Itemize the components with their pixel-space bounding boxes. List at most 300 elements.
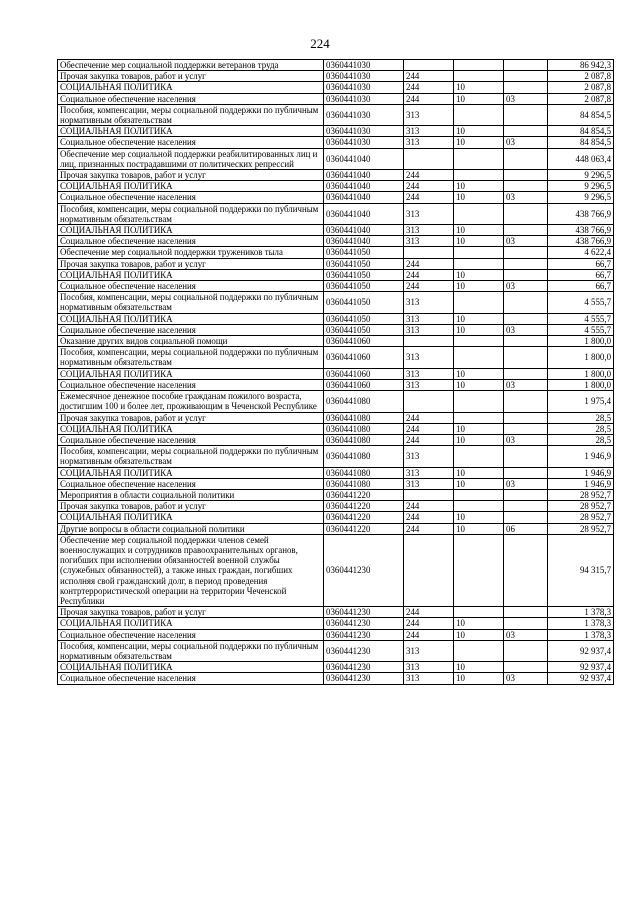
table-row [58, 236, 614, 247]
amount-cell: 9 296,5 [548, 170, 614, 181]
budget-table [57, 59, 614, 685]
target-article-cell: 0360441060 [324, 368, 404, 379]
amount-cell: 28,5 [548, 423, 614, 434]
section-cell: 10 [454, 192, 504, 203]
expense-type-cell: 313 [404, 446, 454, 467]
section-cell: 10 [454, 512, 504, 523]
item-name-cell: СОЦИАЛЬНАЯ ПОЛИТИКА [58, 225, 324, 236]
section-cell [454, 247, 504, 258]
amount-cell: 1 378,3 [548, 607, 614, 618]
subsection-cell [504, 336, 548, 347]
target-article-cell: 0360441040 [324, 181, 404, 192]
expense-type-cell: 244 [404, 618, 454, 629]
subsection-cell [504, 412, 548, 423]
expense-type-cell: 313 [404, 673, 454, 684]
subsection-cell [504, 347, 548, 368]
target-article-cell: 0360441040 [324, 203, 404, 224]
amount-cell: 92 937,4 [548, 662, 614, 673]
item-name-cell: СОЦИАЛЬНАЯ ПОЛИТИКА [58, 269, 324, 280]
table-row [58, 673, 614, 684]
table-row [58, 313, 614, 324]
table-row [58, 203, 614, 224]
table-row [58, 324, 614, 335]
subsection-cell [504, 82, 548, 93]
target-article-cell: 0360441040 [324, 225, 404, 236]
expense-type-cell: 313 [404, 467, 454, 478]
expense-type-cell: 244 [404, 501, 454, 512]
section-cell: 10 [454, 478, 504, 489]
subsection-cell [504, 467, 548, 478]
target-article-cell: 0360441040 [324, 170, 404, 181]
amount-cell: 1 378,3 [548, 618, 614, 629]
amount-cell: 1 946,9 [548, 446, 614, 467]
amount-cell: 4 555,7 [548, 292, 614, 313]
table-row [58, 281, 614, 292]
target-article-cell: 0360441030 [324, 104, 404, 125]
subsection-cell: 06 [504, 523, 548, 534]
page-number: 224 [310, 36, 330, 51]
item-name-cell: Прочая закупка товаров, работ и услуг [58, 607, 324, 618]
amount-cell: 84 854,5 [548, 126, 614, 137]
amount-cell: 1 800,0 [548, 379, 614, 390]
expense-type-cell: 313 [404, 379, 454, 390]
subsection-cell [504, 71, 548, 82]
item-name-cell: Пособия, компенсации, меры социальной поддержки по публичным нормативным обязательствам [58, 104, 324, 125]
section-cell: 10 [454, 225, 504, 236]
expense-type-cell [404, 148, 454, 169]
table-row [58, 71, 614, 82]
target-article-cell: 0360441230 [324, 607, 404, 618]
target-article-cell: 0360441080 [324, 423, 404, 434]
item-name-cell: Социальное обеспечение населения [58, 673, 324, 684]
budget-table-body [58, 60, 614, 685]
item-name-cell: Обеспечение мер социальной поддержки членов семей военнослужащих и сотрудников правоохранительных органов, погибших при исполнении обязанностей военной службы (служебных обязанностей), а также иных граждан, погибших исполняя свой гражданский долг, в период проведения контртеррористической операции на территории Чеченской Республики [58, 534, 324, 606]
table-row [58, 347, 614, 368]
section-cell: 10 [454, 82, 504, 93]
item-name-cell: СОЦИАЛЬНАЯ ПОЛИТИКА [58, 467, 324, 478]
amount-cell: 84 854,5 [548, 104, 614, 125]
section-cell [454, 292, 504, 313]
target-article-cell: 0360441080 [324, 478, 404, 489]
subsection-cell: 03 [504, 629, 548, 640]
section-cell: 10 [454, 379, 504, 390]
item-name-cell: Обеспечение мер социальной поддержки тружеников тыла [58, 247, 324, 258]
amount-cell: 28 952,7 [548, 512, 614, 523]
subsection-cell [504, 225, 548, 236]
subsection-cell [504, 313, 548, 324]
amount-cell: 28,5 [548, 434, 614, 445]
subsection-cell [504, 104, 548, 125]
target-article-cell: 0360441230 [324, 640, 404, 661]
expense-type-cell: 244 [404, 82, 454, 93]
amount-cell: 1 946,9 [548, 478, 614, 489]
target-article-cell: 0360441230 [324, 629, 404, 640]
expense-type-cell: 244 [404, 523, 454, 534]
subsection-cell [504, 391, 548, 412]
subsection-cell: 03 [504, 236, 548, 247]
section-cell: 10 [454, 269, 504, 280]
item-name-cell: СОЦИАЛЬНАЯ ПОЛИТИКА [58, 618, 324, 629]
target-article-cell: 0360441050 [324, 247, 404, 258]
item-name-cell: Социальное обеспечение населения [58, 137, 324, 148]
subsection-cell [504, 258, 548, 269]
expense-type-cell: 313 [404, 662, 454, 673]
section-cell: 10 [454, 324, 504, 335]
amount-cell: 438 766,9 [548, 225, 614, 236]
table-row [58, 247, 614, 258]
subsection-cell: 03 [504, 478, 548, 489]
item-name-cell: Социальное обеспечение населения [58, 324, 324, 335]
section-cell [454, 640, 504, 661]
item-name-cell: Другие вопросы в области социальной политики [58, 523, 324, 534]
item-name-cell: Социальное обеспечение населения [58, 434, 324, 445]
expense-type-cell: 313 [404, 324, 454, 335]
table-row [58, 534, 614, 606]
section-cell: 10 [454, 523, 504, 534]
section-cell: 10 [454, 313, 504, 324]
table-row [58, 225, 614, 236]
target-article-cell: 0360441060 [324, 336, 404, 347]
section-cell [454, 71, 504, 82]
amount-cell: 438 766,9 [548, 236, 614, 247]
section-cell [454, 501, 504, 512]
item-name-cell: СОЦИАЛЬНАЯ ПОЛИТИКА [58, 368, 324, 379]
target-article-cell: 0360441220 [324, 512, 404, 523]
subsection-cell [504, 247, 548, 258]
table-row [58, 126, 614, 137]
section-cell [454, 258, 504, 269]
table-row [58, 423, 614, 434]
table-row [58, 607, 614, 618]
amount-cell: 84 854,5 [548, 137, 614, 148]
expense-type-cell: 244 [404, 281, 454, 292]
table-row [58, 104, 614, 125]
item-name-cell: Пособия, компенсации, меры социальной поддержки по публичным нормативным обязательствам [58, 203, 324, 224]
table-row [58, 170, 614, 181]
section-cell: 10 [454, 629, 504, 640]
expense-type-cell: 244 [404, 170, 454, 181]
item-name-cell: Социальное обеспечение населения [58, 379, 324, 390]
table-row [58, 368, 614, 379]
amount-cell: 66,7 [548, 269, 614, 280]
target-article-cell: 0360441040 [324, 192, 404, 203]
subsection-cell: 03 [504, 281, 548, 292]
table-row [58, 391, 614, 412]
item-name-cell: Прочая закупка товаров, работ и услуг [58, 71, 324, 82]
expense-type-cell: 244 [404, 71, 454, 82]
subsection-cell: 03 [504, 673, 548, 684]
amount-cell: 1 975,4 [548, 391, 614, 412]
amount-cell: 28 952,7 [548, 523, 614, 534]
table-row [58, 629, 614, 640]
item-name-cell: СОЦИАЛЬНАЯ ПОЛИТИКА [58, 313, 324, 324]
target-article-cell: 0360441050 [324, 281, 404, 292]
subsection-cell: 03 [504, 192, 548, 203]
item-name-cell: Социальное обеспечение населения [58, 281, 324, 292]
target-article-cell: 0360441220 [324, 523, 404, 534]
expense-type-cell: 313 [404, 137, 454, 148]
section-cell [454, 534, 504, 606]
amount-cell: 86 942,3 [548, 60, 614, 71]
target-article-cell: 0360441050 [324, 258, 404, 269]
expense-type-cell: 313 [404, 292, 454, 313]
target-article-cell: 0360441230 [324, 618, 404, 629]
expense-type-cell: 313 [404, 236, 454, 247]
target-article-cell: 0360441030 [324, 71, 404, 82]
item-name-cell: Обеспечение мер социальной поддержки ветеранов труда [58, 60, 324, 71]
target-article-cell: 0360441080 [324, 391, 404, 412]
section-cell: 10 [454, 662, 504, 673]
subsection-cell [504, 640, 548, 661]
section-cell: 10 [454, 467, 504, 478]
expense-type-cell: 244 [404, 93, 454, 104]
amount-cell: 2 087,8 [548, 82, 614, 93]
target-article-cell: 0360441230 [324, 673, 404, 684]
expense-type-cell [404, 336, 454, 347]
section-cell [454, 104, 504, 125]
item-name-cell: СОЦИАЛЬНАЯ ПОЛИТИКА [58, 662, 324, 673]
table-row [58, 137, 614, 148]
table-row [58, 258, 614, 269]
amount-cell: 94 315,7 [548, 534, 614, 606]
target-article-cell: 0360441050 [324, 269, 404, 280]
expense-type-cell: 313 [404, 313, 454, 324]
item-name-cell: СОЦИАЛЬНАЯ ПОЛИТИКА [58, 82, 324, 93]
table-row [58, 512, 614, 523]
target-article-cell: 0360441220 [324, 501, 404, 512]
subsection-cell: 03 [504, 379, 548, 390]
item-name-cell: Оказание других видов социальной помощи [58, 336, 324, 347]
expense-type-cell: 313 [404, 347, 454, 368]
amount-cell: 28,5 [548, 412, 614, 423]
amount-cell: 4 555,7 [548, 324, 614, 335]
table-row [58, 148, 614, 169]
amount-cell: 1 800,0 [548, 368, 614, 379]
section-cell: 10 [454, 236, 504, 247]
amount-cell: 1 378,3 [548, 629, 614, 640]
expense-type-cell: 313 [404, 203, 454, 224]
amount-cell: 9 296,5 [548, 181, 614, 192]
subsection-cell [504, 60, 548, 71]
section-cell: 10 [454, 434, 504, 445]
subsection-cell [504, 269, 548, 280]
section-cell [454, 412, 504, 423]
item-name-cell: Мероприятия в области социальной политики [58, 489, 324, 500]
item-name-cell: СОЦИАЛЬНАЯ ПОЛИТИКА [58, 512, 324, 523]
section-cell: 10 [454, 181, 504, 192]
expense-type-cell: 244 [404, 512, 454, 523]
expense-type-cell: 313 [404, 225, 454, 236]
item-name-cell: Социальное обеспечение населения [58, 629, 324, 640]
target-article-cell: 0360441030 [324, 60, 404, 71]
target-article-cell: 0360441230 [324, 662, 404, 673]
table-row [58, 467, 614, 478]
amount-cell: 28 952,7 [548, 501, 614, 512]
table-row [58, 618, 614, 629]
expense-type-cell: 244 [404, 192, 454, 203]
expense-type-cell: 244 [404, 258, 454, 269]
amount-cell: 4 555,7 [548, 313, 614, 324]
item-name-cell: Пособия, компенсации, меры социальной поддержки по публичным нормативным обязательствам [58, 347, 324, 368]
item-name-cell: Социальное обеспечение населения [58, 478, 324, 489]
table-row [58, 60, 614, 71]
expense-type-cell: 244 [404, 269, 454, 280]
table-row [58, 640, 614, 661]
subsection-cell [504, 368, 548, 379]
amount-cell: 66,7 [548, 281, 614, 292]
expense-type-cell [404, 60, 454, 71]
table-row [58, 434, 614, 445]
table-row [58, 181, 614, 192]
expense-type-cell: 313 [404, 104, 454, 125]
table-row [58, 336, 614, 347]
section-cell: 10 [454, 618, 504, 629]
section-cell: 10 [454, 137, 504, 148]
amount-cell: 1 800,0 [548, 336, 614, 347]
table-row [58, 93, 614, 104]
expense-type-cell [404, 534, 454, 606]
item-name-cell: Социальное обеспечение населения [58, 236, 324, 247]
target-article-cell: 0360441080 [324, 467, 404, 478]
expense-type-cell: 313 [404, 368, 454, 379]
section-cell [454, 148, 504, 169]
target-article-cell: 0360441060 [324, 347, 404, 368]
subsection-cell [504, 148, 548, 169]
table-row [58, 192, 614, 203]
item-name-cell: Ежемесячное денежное пособие гражданам пожилого возраста, достигшим 100 и более лет, проживающим в Чеченской Республике [58, 391, 324, 412]
subsection-cell [504, 170, 548, 181]
section-cell [454, 170, 504, 181]
target-article-cell: 0360441030 [324, 126, 404, 137]
expense-type-cell: 244 [404, 412, 454, 423]
section-cell: 10 [454, 93, 504, 104]
subsection-cell [504, 181, 548, 192]
subsection-cell: 03 [504, 324, 548, 335]
section-cell [454, 60, 504, 71]
amount-cell: 9 296,5 [548, 192, 614, 203]
subsection-cell [504, 446, 548, 467]
item-name-cell: Пособия, компенсации, меры социальной поддержки по публичным нормативным обязательствам [58, 640, 324, 661]
section-cell [454, 347, 504, 368]
table-row [58, 379, 614, 390]
section-cell: 10 [454, 281, 504, 292]
section-cell: 10 [454, 368, 504, 379]
item-name-cell: Социальное обеспечение населения [58, 93, 324, 104]
amount-cell: 28 952,7 [548, 489, 614, 500]
item-name-cell: Прочая закупка товаров, работ и услуг [58, 170, 324, 181]
amount-cell: 438 766,9 [548, 203, 614, 224]
subsection-cell [504, 423, 548, 434]
amount-cell: 66,7 [548, 258, 614, 269]
subsection-cell [504, 534, 548, 606]
amount-cell: 448 063,4 [548, 148, 614, 169]
section-cell [454, 391, 504, 412]
target-article-cell: 0360441060 [324, 379, 404, 390]
subsection-cell [504, 126, 548, 137]
amount-cell: 92 937,4 [548, 640, 614, 661]
item-name-cell: Обеспечение мер социальной поддержки реабилитированных лиц и лиц, признанных пострадавшими от политических репрессий [58, 148, 324, 169]
target-article-cell: 0360441080 [324, 412, 404, 423]
item-name-cell: Прочая закупка товаров, работ и услуг [58, 412, 324, 423]
item-name-cell: СОЦИАЛЬНАЯ ПОЛИТИКА [58, 423, 324, 434]
target-article-cell: 0360441030 [324, 137, 404, 148]
section-cell: 10 [454, 126, 504, 137]
table-row [58, 489, 614, 500]
section-cell [454, 336, 504, 347]
table-row [58, 82, 614, 93]
subsection-cell: 03 [504, 434, 548, 445]
table-row [58, 478, 614, 489]
expense-type-cell [404, 247, 454, 258]
subsection-cell [504, 489, 548, 500]
amount-cell: 2 087,8 [548, 93, 614, 104]
expense-type-cell: 244 [404, 629, 454, 640]
target-article-cell: 0360441040 [324, 236, 404, 247]
subsection-cell [504, 607, 548, 618]
subsection-cell [504, 512, 548, 523]
table-row [58, 662, 614, 673]
subsection-cell [504, 292, 548, 313]
item-name-cell: СОЦИАЛЬНАЯ ПОЛИТИКА [58, 126, 324, 137]
item-name-cell: Пособия, компенсации, меры социальной поддержки по публичным нормативным обязательствам [58, 446, 324, 467]
target-article-cell: 0360441050 [324, 292, 404, 313]
item-name-cell: Прочая закупка товаров, работ и услуг [58, 501, 324, 512]
target-article-cell: 0360441230 [324, 534, 404, 606]
amount-cell: 4 622,4 [548, 247, 614, 258]
expense-type-cell [404, 489, 454, 500]
subsection-cell [504, 618, 548, 629]
amount-cell: 1 946,9 [548, 467, 614, 478]
target-article-cell: 0360441050 [324, 313, 404, 324]
item-name-cell: Пособия, компенсации, меры социальной поддержки по публичным нормативным обязательствам [58, 292, 324, 313]
section-cell: 10 [454, 673, 504, 684]
table-row [58, 501, 614, 512]
amount-cell: 92 937,4 [548, 673, 614, 684]
target-article-cell: 0360441080 [324, 434, 404, 445]
section-cell [454, 446, 504, 467]
table-row [58, 412, 614, 423]
target-article-cell: 0360441030 [324, 82, 404, 93]
section-cell [454, 203, 504, 224]
table-row [58, 269, 614, 280]
subsection-cell [504, 203, 548, 224]
subsection-cell [504, 662, 548, 673]
expense-type-cell: 244 [404, 607, 454, 618]
target-article-cell: 0360441050 [324, 324, 404, 335]
target-article-cell: 0360441080 [324, 446, 404, 467]
subsection-cell: 03 [504, 93, 548, 104]
subsection-cell [504, 501, 548, 512]
table-row [58, 292, 614, 313]
item-name-cell: Социальное обеспечение населения [58, 192, 324, 203]
target-article-cell: 0360441040 [324, 148, 404, 169]
section-cell [454, 489, 504, 500]
expense-type-cell: 313 [404, 126, 454, 137]
target-article-cell: 0360441220 [324, 489, 404, 500]
section-cell: 10 [454, 423, 504, 434]
table-row [58, 523, 614, 534]
expense-type-cell: 244 [404, 423, 454, 434]
amount-cell: 1 800,0 [548, 347, 614, 368]
subsection-cell: 03 [504, 137, 548, 148]
expense-type-cell: 244 [404, 181, 454, 192]
amount-cell: 2 087,8 [548, 71, 614, 82]
expense-type-cell [404, 391, 454, 412]
expense-type-cell: 313 [404, 478, 454, 489]
section-cell [454, 607, 504, 618]
table-row [58, 446, 614, 467]
expense-type-cell: 244 [404, 434, 454, 445]
